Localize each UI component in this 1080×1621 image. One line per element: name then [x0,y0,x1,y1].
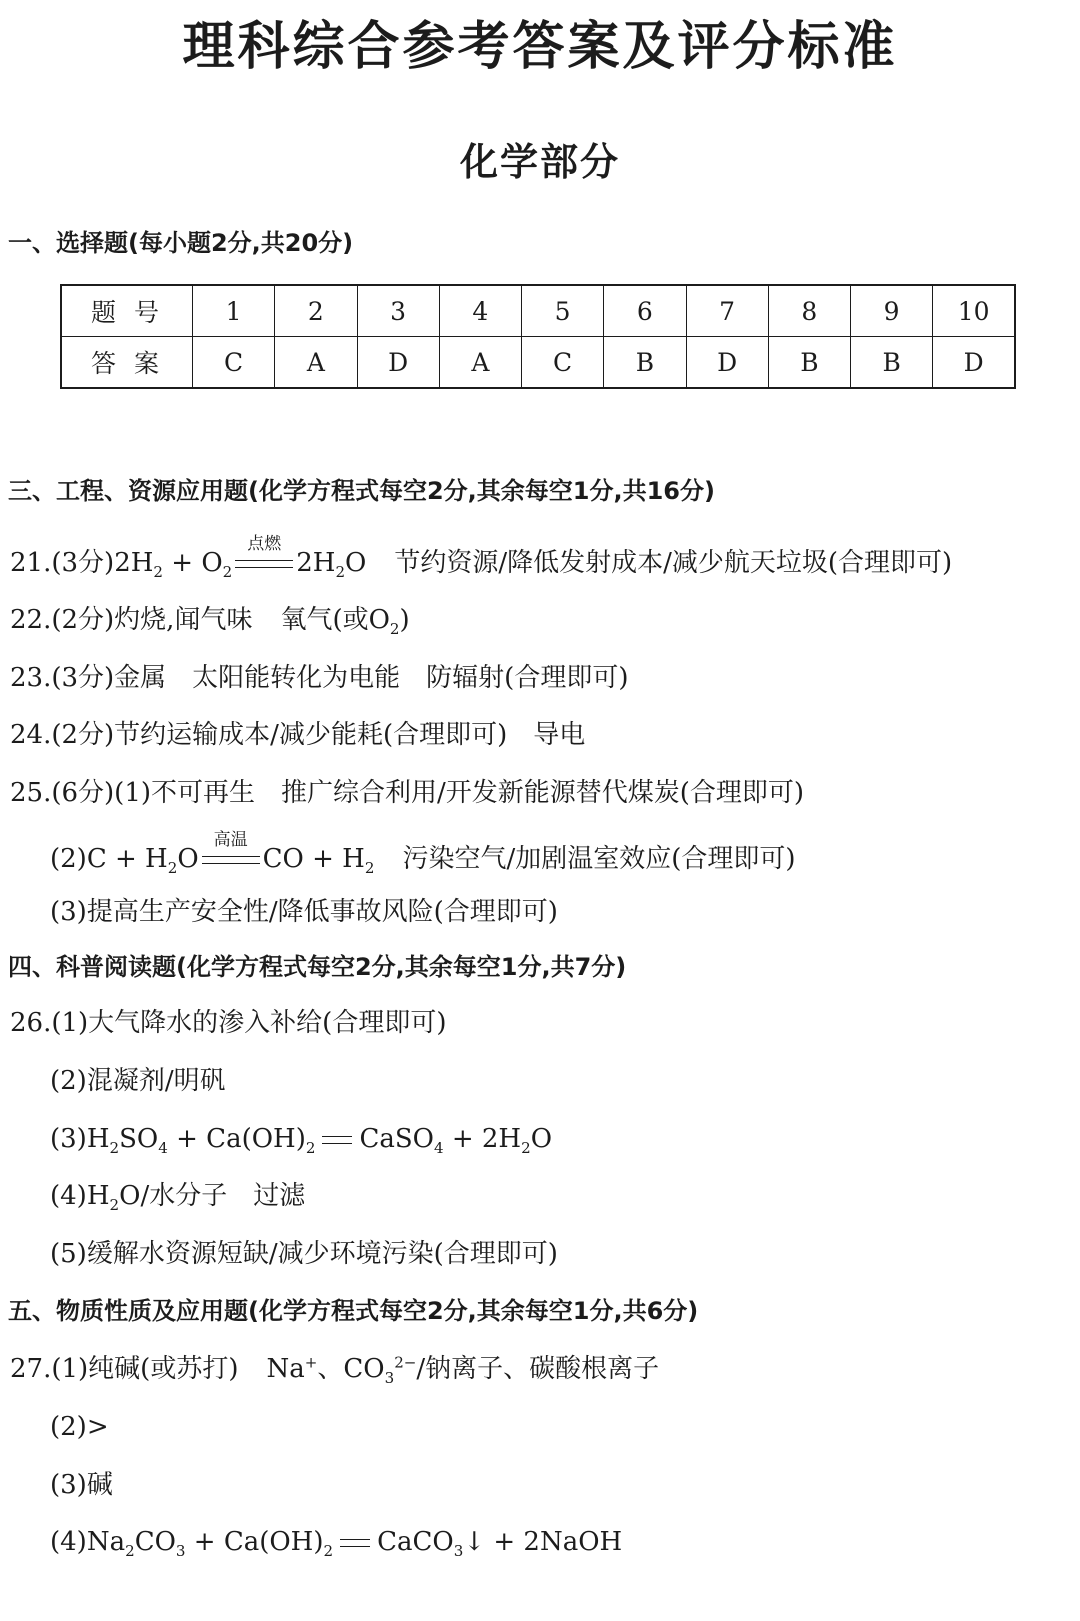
page-title: 理科综合参考答案及评分标准 [182,17,898,77]
q21-note: 节约资源/降低发射成本/减少航天垃圾(合理即可) [394,548,953,578]
question-number: 3 [357,285,439,337]
question-number: 7 [686,285,768,337]
question-number: 8 [768,285,850,337]
question-number: 9 [851,285,933,337]
answer-q23: 23.(3分)金属 太阳能转化为电能 防辐射(合理即可) [10,663,629,693]
answer-row [61,337,1015,389]
equals-sign-icon [235,560,293,568]
q22-close: ) [399,605,410,635]
q22-prefix: 22.(2分)灼烧,闻气味 [10,605,253,635]
question-number: 2 [275,285,357,337]
answer-q26-1: 26.(1)大气降水的渗入补给(合理即可) [10,1008,447,1038]
answer-q27-2: (2)> [50,1412,109,1442]
q26-4-rest: O/水分子 过滤 [119,1181,306,1211]
answer-cell: B [851,337,933,389]
answer-q26-3: $(3)H_2SO_4 + Ca(OH)_2$ CaSO$_4$ + $2H_2O$ [50,1124,553,1158]
question-number-row [61,285,1015,337]
question-number: 1 [193,285,275,337]
reaction-condition [202,830,260,870]
section5-heading: 五、物质性质及应用题(化学方程式每空2分,其余每空1分,共6分) [8,1297,699,1325]
answer-cell: B [604,337,686,389]
equals-sign-icon [322,1136,352,1144]
q26-3-prefix: (3) [50,1124,87,1154]
answer-cell: C [193,337,275,389]
question-number: 6 [604,285,686,337]
row-header-answer: 答案 [61,337,193,389]
answer-q25-2: $(2)C + H_2O$ 高温 CO + $H_2$ 污染空气/加剧温室效应(合理即可) [50,830,796,878]
q21-prefix: 21.(3分) [10,548,115,578]
section-subtitle: 化学部分 [459,140,620,184]
answer-q24: 24.(2分)节约运输成本/减少能耗(合理即可) 导电 [10,720,586,750]
answer-table [60,284,1016,389]
q26-4-prefix: (4) [50,1181,87,1211]
answer-q27-3: (3)碱 [50,1470,113,1500]
answer-q21: 21.(3分)$2H_2 + O_2$ 点燃 $2H_2O$ 节约资源/降低发射成本/减少航天垃圾(合理即可) [10,534,953,582]
condition-label: 点燃 [247,534,282,554]
answer-cell: D [686,337,768,389]
answer-cell: C [522,337,604,389]
q22-answer: 氧气(或O [280,605,390,635]
q27-4-prefix: (4) [50,1527,87,1557]
section3-heading: 三、工程、资源应用题(化学方程式每空2分,其余每空1分,共16分) [8,477,715,505]
answer-q26-5: (5)缓解水资源短缺/减少环境污染(合理即可) [50,1239,558,1269]
answer-cell: D [933,337,1015,389]
answer-cell: B [768,337,850,389]
condition-label: 高温 [213,830,248,850]
answer-q26-4: $(4)H_2O/$水分子 过滤 [50,1181,306,1215]
answer-q22: 22.(2分)灼烧,闻气味 氧气(或$O_2$) [10,605,410,639]
answer-cell: D [357,337,439,389]
answer-cell: A [439,337,521,389]
section1-heading: 一、选择题(每小题2分,共20分) [8,229,354,257]
row-header-question: 题号 [61,285,193,337]
answer-cell: A [275,337,357,389]
equals-sign-icon [340,1539,370,1547]
section4-heading: 四、科普阅读题(化学方程式每空2分,其余每空1分,共7分) [8,953,627,981]
q27-1-prefix: 27.(1)纯碱(或苏打) [10,1354,239,1384]
answer-q25-3: (3)提高生产安全性/降低事故风险(合理即可) [50,897,558,927]
reaction-condition [235,534,293,574]
answer-q27-4: $(4)Na_2CO_3 + Ca(OH)_2$ CaCO$_3$↓ + 2NaOH [50,1527,623,1561]
answer-q25-1: 25.(6分)(1)不可再生 推广综合利用/开发新能源替代煤炭(合理即可) [10,778,805,808]
question-number: 10 [933,285,1015,337]
down-arrow-icon: ↓ [463,1527,486,1557]
question-number: 5 [522,285,604,337]
q27-1-tail: /钠离子、碳酸根离子 [416,1354,660,1384]
q25-2-prefix: (2) [50,844,87,874]
answer-q27-1: 27.(1)纯碱(或苏打) Na+、$CO_3^{2-}/$钠离子、碳酸根离子 [10,1353,660,1388]
equals-sign-icon [202,856,260,864]
answer-q26-2: (2)混凝剂/明矾 [50,1066,226,1096]
q25-2-note: 污染空气/加剧温室效应(合理即可) [402,844,796,874]
question-number: 4 [439,285,521,337]
